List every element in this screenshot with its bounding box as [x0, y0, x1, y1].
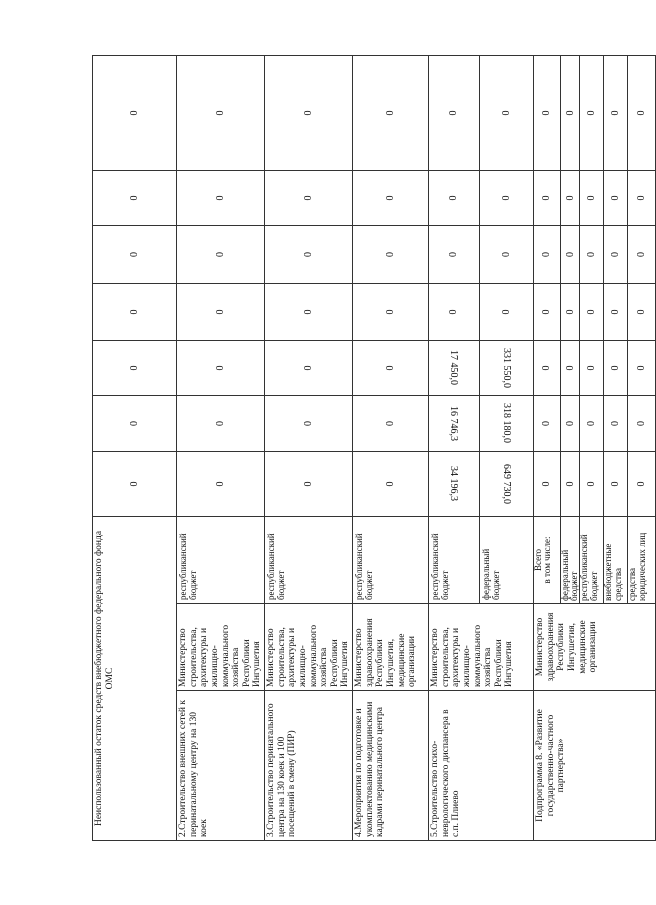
executor-cell: Министерство здравоохранения Республики Ингушетия, медицинские организации	[534, 604, 656, 691]
value-cell: 0	[580, 451, 604, 516]
value-cell: 0	[561, 170, 580, 225]
value-cell: 0	[534, 451, 561, 516]
source-cell: федеральный бюджет	[480, 516, 534, 603]
value-cell: 0	[429, 283, 480, 340]
value-cell: 0	[480, 55, 534, 170]
table-row	[429, 55, 480, 840]
value-cell: 0	[628, 340, 656, 395]
value-cell: 0	[177, 283, 265, 340]
value-cell: 0	[177, 55, 265, 170]
value-cell: 0	[353, 225, 429, 283]
value-cell	[480, 451, 534, 516]
value-cell: 0	[534, 55, 561, 170]
value-text: 331 550,0	[501, 347, 513, 388]
value-cell: 0	[93, 283, 177, 340]
value-cell: 0	[480, 170, 534, 225]
program-cell: Неиспользованный остаток средств внебюджетного федерального фонда ОМС	[93, 516, 177, 840]
value-cell: 0	[480, 283, 534, 340]
value-cell: 0	[628, 170, 656, 225]
value-cell: 0	[628, 55, 656, 170]
value-cell: 0	[353, 340, 429, 395]
program-cell: 5.Строительство психо-неврологического диспансера в с.п. Плиево	[429, 691, 534, 841]
value-cell: 0	[534, 283, 561, 340]
value-cell: 0	[265, 55, 353, 170]
table-row	[353, 55, 429, 840]
value-cell: 0	[265, 170, 353, 225]
value-cell: 0	[561, 395, 580, 451]
value-cell	[480, 340, 534, 395]
program-cell: 4.Мероприятия по подготовке и укомплектованию медицинскими кадрами перинатального центра	[353, 691, 429, 841]
value-cell: 0	[628, 225, 656, 283]
rotated-page	[92, 56, 648, 841]
executor-cell: Министерство здравоохранения Республики Ингушетия, медицинские организации	[353, 604, 429, 691]
table-row	[534, 55, 561, 840]
value-text: 16 746,3	[448, 405, 460, 441]
value-cell: 0	[534, 340, 561, 395]
source-cell: республиканский бюджет	[353, 516, 429, 603]
value-cell	[429, 395, 480, 451]
value-cell: 0	[604, 395, 628, 451]
value-cell: 0	[480, 225, 534, 283]
value-cell: 0	[580, 395, 604, 451]
value-cell: 0	[429, 170, 480, 225]
value-cell: 0	[628, 451, 656, 516]
value-cell: 0	[265, 283, 353, 340]
value-cell: 0	[265, 340, 353, 395]
source-cell: Всего в том числе:	[534, 516, 561, 603]
source-cell: республиканский бюджет	[580, 516, 604, 603]
value-cell: 0	[177, 340, 265, 395]
value-cell: 0	[604, 225, 628, 283]
value-cell: 0	[628, 395, 656, 451]
value-cell: 0	[534, 225, 561, 283]
value-cell: 0	[561, 225, 580, 283]
table-row	[93, 55, 177, 840]
executor-cell: Министерство строительства, архитектуры и жилищно-коммунального хозяйства Республики Ингушетия	[429, 604, 534, 691]
source-cell: федеральный бюджет	[561, 516, 580, 603]
value-cell: 0	[604, 283, 628, 340]
value-cell: 0	[534, 170, 561, 225]
table-row	[177, 55, 265, 840]
value-text: 17 450,0	[448, 350, 460, 386]
value-cell: 0	[177, 395, 265, 451]
source-cell: республиканский бюджет	[429, 516, 480, 603]
table-row	[265, 55, 353, 840]
value-cell: 0	[429, 55, 480, 170]
value-cell: 0	[561, 451, 580, 516]
value-cell: 0	[580, 55, 604, 170]
value-cell: 0	[604, 55, 628, 170]
value-cell: 0	[353, 395, 429, 451]
source-cell: средства юридических лиц	[628, 516, 656, 603]
source-cell: внебюджетные средства	[604, 516, 628, 603]
value-cell: 0	[604, 451, 628, 516]
value-cell: 0	[561, 55, 580, 170]
value-cell: 0	[177, 451, 265, 516]
value-cell: 0	[265, 451, 353, 516]
value-cell: 0	[580, 170, 604, 225]
value-cell: 0	[353, 451, 429, 516]
value-cell: 0	[353, 283, 429, 340]
executor-cell: Министерство строительства, архитектуры и жилищно-коммунального хозяйства Республики Ингушетия	[265, 604, 353, 691]
value-cell	[480, 395, 534, 451]
value-cell	[429, 340, 480, 395]
value-cell: 0	[561, 283, 580, 340]
value-cell: 0	[353, 55, 429, 170]
executor-cell: Министерство строительства, архитектуры и жилищно-коммунального хозяйства Республики Ингушетия	[177, 604, 265, 691]
value-cell: 0	[561, 340, 580, 395]
value-cell: 0	[93, 340, 177, 395]
program-cell: 3.Строительство перинатального центра на 130 коек и 100 посещений в смену (ПИР)	[265, 691, 353, 841]
program-cell: 2.Строительство внешних сетей к перинатальному центру на 130 коек	[177, 691, 265, 841]
value-cell: 0	[177, 225, 265, 283]
value-cell: 0	[93, 451, 177, 516]
value-cell: 0	[265, 395, 353, 451]
source-cell: республиканский бюджет	[177, 516, 265, 603]
source-cell: республиканский бюджет	[265, 516, 353, 603]
program-cell: Подпрограмма 8. «Развитие государственно-частного партнерства»	[534, 691, 656, 841]
value-cell: 0	[93, 55, 177, 170]
value-cell: 0	[353, 170, 429, 225]
value-cell: 0	[93, 225, 177, 283]
value-cell: 0	[265, 225, 353, 283]
page-frame	[92, 56, 648, 841]
budget-table	[92, 55, 656, 841]
value-text: 649 730,0	[501, 463, 513, 504]
value-cell: 0	[604, 170, 628, 225]
value-cell	[429, 451, 480, 516]
value-cell: 0	[580, 225, 604, 283]
value-cell: 0	[93, 170, 177, 225]
value-text: 318 180,0	[501, 403, 513, 444]
value-cell: 0	[177, 170, 265, 225]
value-cell: 0	[604, 340, 628, 395]
value-cell: 0	[534, 395, 561, 451]
value-cell: 0	[93, 395, 177, 451]
value-cell: 0	[580, 340, 604, 395]
value-cell: 0	[580, 283, 604, 340]
value-text: 34 196,3	[448, 466, 460, 502]
value-cell: 0	[628, 283, 656, 340]
value-cell: 0	[429, 225, 480, 283]
